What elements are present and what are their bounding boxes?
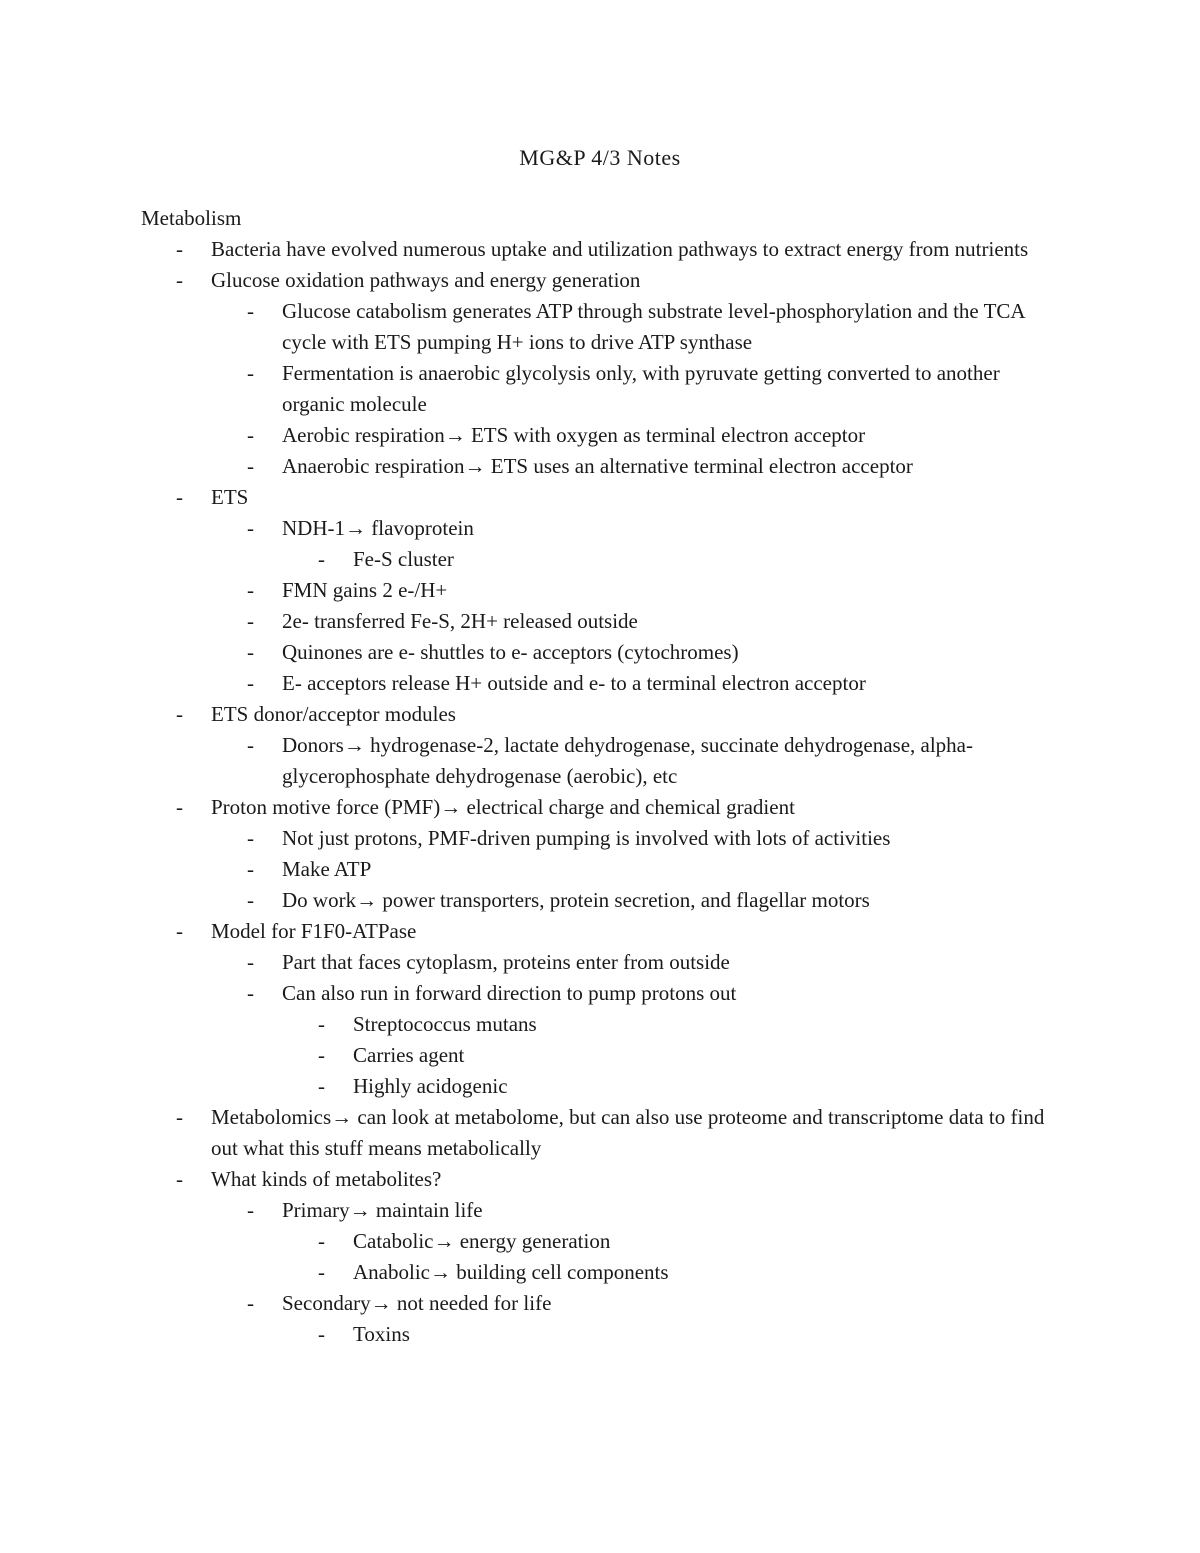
list-item: [0, 265, 1051, 296]
list-item-text: Part that faces cytoplasm, proteins enter from outside: [282, 950, 730, 974]
list-item: [0, 234, 1051, 265]
notes-list: [0, 234, 1200, 1350]
bullet-dash: -: [247, 423, 254, 447]
list-item: [0, 1195, 1042, 1226]
list-item: [0, 854, 1042, 885]
list-item-text: Streptococcus mutans: [353, 1012, 537, 1036]
bullet-dash: -: [318, 547, 325, 571]
list-item-text: Proton motive force (PMF)→ electrical charge and chemical gradient: [211, 795, 795, 819]
list-item-text: Fe-S cluster: [353, 547, 454, 571]
list-item: [0, 606, 1042, 637]
list-item: [0, 730, 1042, 792]
bullet-dash: -: [247, 733, 254, 757]
list-item: [0, 1319, 1043, 1350]
list-item: [0, 451, 1042, 482]
list-item-text: Catabolic→ energy generation: [353, 1229, 611, 1253]
list-item-text: Anaerobic respiration→ ETS uses an alternative terminal electron acceptor: [282, 454, 913, 478]
list-item: [0, 823, 1042, 854]
bullet-dash: -: [247, 1291, 254, 1315]
list-item-text: Metabolomics→ can look at metabolome, but can also use proteome and transcriptome data to find out what this stuff means metabolically: [211, 1105, 1045, 1160]
list-item-text: Aerobic respiration→ ETS with oxygen as terminal electron acceptor: [282, 423, 866, 447]
bullet-dash: -: [176, 795, 183, 819]
bullet-dash: -: [318, 1260, 325, 1284]
list-item: [0, 1257, 1043, 1288]
bullet-dash: -: [247, 857, 254, 881]
list-item-text: Donors→ hydrogenase-2, lactate dehydrogenase, succinate dehydrogenase, alpha-glycerophosphate dehydrogenase (aerobic), etc: [282, 733, 973, 788]
list-item: [0, 1071, 1043, 1102]
list-item-text: Glucose oxidation pathways and energy generation: [211, 268, 641, 292]
list-item: [0, 358, 1042, 420]
list-item: [0, 637, 1042, 668]
list-item: [0, 1009, 1043, 1040]
list-item: [0, 544, 1043, 575]
list-item: [0, 296, 1042, 358]
section-heading: Metabolism: [141, 206, 242, 230]
list-item-text: Bacteria have evolved numerous uptake and utilization pathways to extract energy from nutrients: [211, 237, 1029, 261]
list-item: [0, 482, 1051, 513]
list-item-text: Primary→ maintain life: [282, 1198, 483, 1222]
list-item: [0, 420, 1042, 451]
list-item-text: Not just protons, PMF-driven pumping is involved with lots of activities: [282, 826, 891, 850]
list-item-text: Secondary→ not needed for life: [282, 1291, 552, 1315]
list-item: [0, 947, 1042, 978]
bullet-dash: -: [176, 919, 183, 943]
list-item: [0, 885, 1042, 916]
bullet-dash: -: [247, 516, 254, 540]
list-item-text: FMN gains 2 e-/H+: [282, 578, 448, 602]
list-item-text: Carries agent: [353, 1043, 465, 1067]
list-item: [0, 792, 1051, 823]
list-item: [0, 1164, 1051, 1195]
document-title: MG&P 4/3 Notes: [519, 145, 681, 170]
list-item: [0, 699, 1051, 730]
list-item-text: E- acceptors release H+ outside and e- to a terminal electron acceptor: [282, 671, 866, 695]
bullet-dash: -: [318, 1322, 325, 1346]
list-item-text: 2e- transferred Fe-S, 2H+ released outside: [282, 609, 638, 633]
list-item-text: Do work→ power transporters, protein secretion, and flagellar motors: [282, 888, 870, 912]
list-item: [0, 668, 1042, 699]
bullet-dash: -: [318, 1012, 325, 1036]
list-item-text: ETS: [211, 485, 249, 509]
bullet-dash: -: [247, 981, 254, 1005]
bullet-dash: -: [247, 640, 254, 664]
bullet-dash: -: [247, 1198, 254, 1222]
list-item-text: ETS donor/acceptor modules: [211, 702, 456, 726]
list-item-text: Toxins: [353, 1322, 410, 1346]
bullet-dash: -: [176, 702, 183, 726]
list-item-text: Fermentation is anaerobic glycolysis only, with pyruvate getting converted to another organic molecule: [282, 361, 1000, 416]
bullet-dash: -: [318, 1229, 325, 1253]
list-item: [0, 513, 1042, 544]
bullet-dash: -: [176, 1167, 183, 1191]
list-item: [0, 1288, 1042, 1319]
list-item-text: Can also run in forward direction to pump protons out: [282, 981, 737, 1005]
bullet-dash: -: [318, 1043, 325, 1067]
list-item: [0, 1040, 1043, 1071]
list-item-text: Make ATP: [282, 857, 372, 881]
list-item-text: What kinds of metabolites?: [211, 1167, 442, 1191]
bullet-dash: -: [247, 361, 254, 385]
bullet-dash: -: [247, 578, 254, 602]
bullet-dash: -: [247, 826, 254, 850]
bullet-dash: -: [176, 485, 183, 509]
bullet-dash: -: [176, 237, 183, 261]
list-item-text: NDH-1→ flavoprotein: [282, 516, 474, 540]
list-item-text: Anabolic→ building cell components: [353, 1260, 669, 1284]
list-item-text: Glucose catabolism generates ATP through substrate level-phosphorylation and the TCA cycle with ETS pumping H+ ions to drive ATP synthase: [282, 299, 1025, 354]
list-item-text: Highly acidogenic: [353, 1074, 508, 1098]
bullet-dash: -: [247, 299, 254, 323]
list-item-text: Quinones are e- shuttles to e- acceptors (cytochromes): [282, 640, 739, 664]
bullet-dash: -: [247, 454, 254, 478]
list-item: [0, 575, 1042, 606]
bullet-dash: -: [318, 1074, 325, 1098]
bullet-dash: -: [176, 1105, 183, 1129]
list-item: [0, 1226, 1043, 1257]
list-item: [0, 916, 1051, 947]
bullet-dash: -: [247, 671, 254, 695]
bullet-dash: -: [247, 609, 254, 633]
list-item-text: Model for F1F0-ATPase: [211, 919, 417, 943]
bullet-dash: -: [247, 888, 254, 912]
bullet-dash: -: [247, 950, 254, 974]
list-item: [0, 978, 1042, 1009]
bullet-dash: -: [176, 268, 183, 292]
list-item: [0, 1102, 1051, 1164]
